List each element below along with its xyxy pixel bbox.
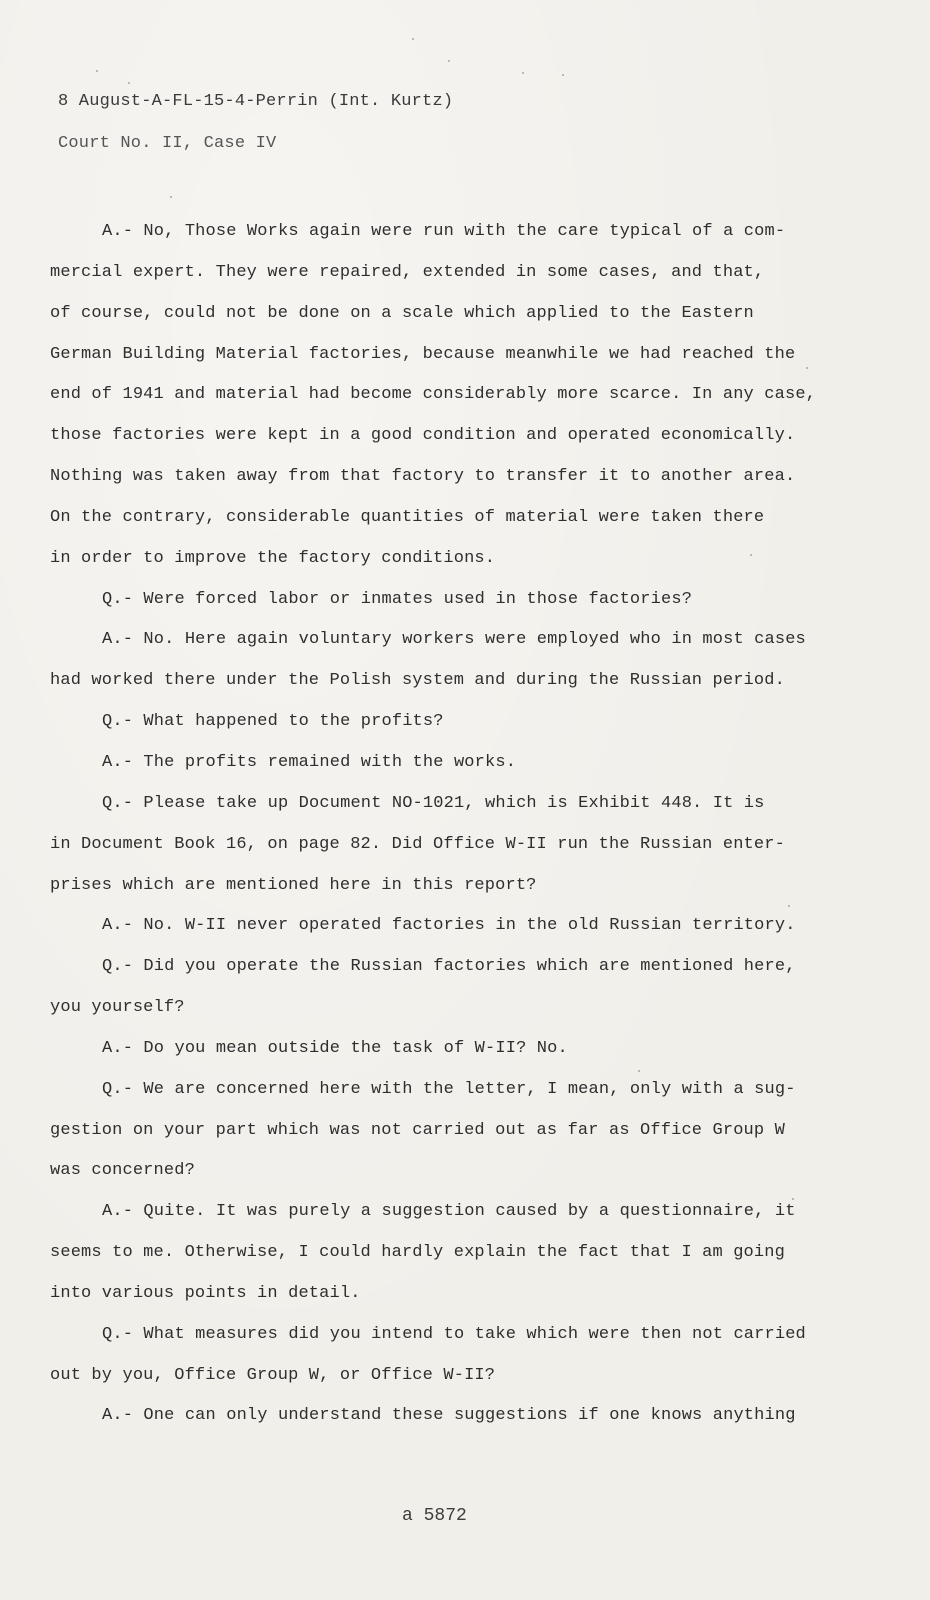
transcript-line: Q.- Please take up Document NO-1021, which is Exhibit 448. It is [102, 793, 765, 813]
scan-speck [806, 367, 808, 369]
scan-speck [128, 82, 130, 84]
transcript-line: Q.- What happened to the profits? [102, 712, 444, 732]
transcript-line: A.- Do you mean outside the task of W-II? No. [102, 1038, 568, 1058]
transcript-line: A.- No. Here again voluntary workers were employed who in most cases [102, 630, 806, 650]
transcript-line: A.- No. W-II never operated factories in the old Russian territory. [102, 916, 796, 936]
transcript-line: out by you, Office Group W, or Office W-II? [50, 1365, 496, 1385]
transcript-line: A.- No, Those Works again were run with the care typical of a com- [102, 222, 786, 241]
transcript-line: prises which are mentioned here in this report? [50, 875, 537, 895]
transcript-header-court: Court No. II, Case IV [58, 134, 277, 153]
transcript-line: gestion on your part which was not carried out as far as Office Group W [50, 1120, 785, 1140]
page-number: a 5872 [402, 1506, 467, 1526]
transcript-line: On the contrary, considerable quantities of material were taken there [50, 507, 765, 527]
scan-speck [448, 60, 450, 62]
transcript-line: German Building Material factories, because meanwhile we had reached the [50, 344, 796, 364]
transcript-line: Q.- Were forced labor or inmates used in those factories? [102, 589, 693, 609]
transcript-line: was concerned? [50, 1161, 195, 1181]
transcript-line: Q.- We are concerned here with the letter, I mean, only with a sug- [102, 1079, 796, 1099]
transcript-line: those factories were kept in a good condition and operated economically. [50, 426, 796, 446]
transcript-body [50, 212, 817, 1437]
scan-speck [792, 1198, 794, 1200]
transcript-line: in order to improve the factory conditions. [50, 548, 496, 568]
transcript-header-reference: 8 August-A-FL-15-4-Perrin (Int. Kurtz) [58, 92, 454, 111]
scan-speck [522, 72, 524, 74]
scan-speck [750, 554, 752, 556]
transcript-line: into various points in detail. [50, 1283, 361, 1303]
scan-speck [96, 70, 98, 72]
transcript-line: A.- The profits remained with the works. [102, 752, 517, 772]
transcript-line: in Document Book 16, on page 82. Did Office W-II run the Russian enter- [50, 834, 785, 854]
scan-speck [562, 74, 564, 76]
transcript-line: had worked there under the Polish system and during the Russian period. [50, 671, 785, 691]
transcript-line: you yourself? [50, 998, 185, 1018]
transcript-line: seems to me. Otherwise, I could hardly explain the fact that I am going [50, 1243, 785, 1263]
scan-speck [788, 905, 790, 907]
scan-speck [638, 1070, 640, 1072]
transcript-line: mercial expert. They were repaired, extended in some cases, and that, [50, 262, 765, 282]
transcript-line: A.- Quite. It was purely a suggestion caused by a questionnaire, it [102, 1202, 796, 1222]
transcript-line: A.- One can only understand these suggestions if one knows anything [102, 1406, 796, 1426]
transcript-line: Q.- Did you operate the Russian factories which are mentioned here, [102, 957, 796, 977]
transcript-line: Nothing was taken away from that factory to transfer it to another area. [50, 467, 796, 487]
transcript-line: of course, could not be done on a scale which applied to the Eastern [50, 303, 754, 323]
scan-speck [170, 196, 172, 198]
scan-speck [412, 38, 414, 40]
transcript-line: end of 1941 and material had become considerably more scarce. In any case, [50, 385, 817, 405]
transcript-line: Q.- What measures did you intend to take which were then not carried [102, 1324, 806, 1344]
